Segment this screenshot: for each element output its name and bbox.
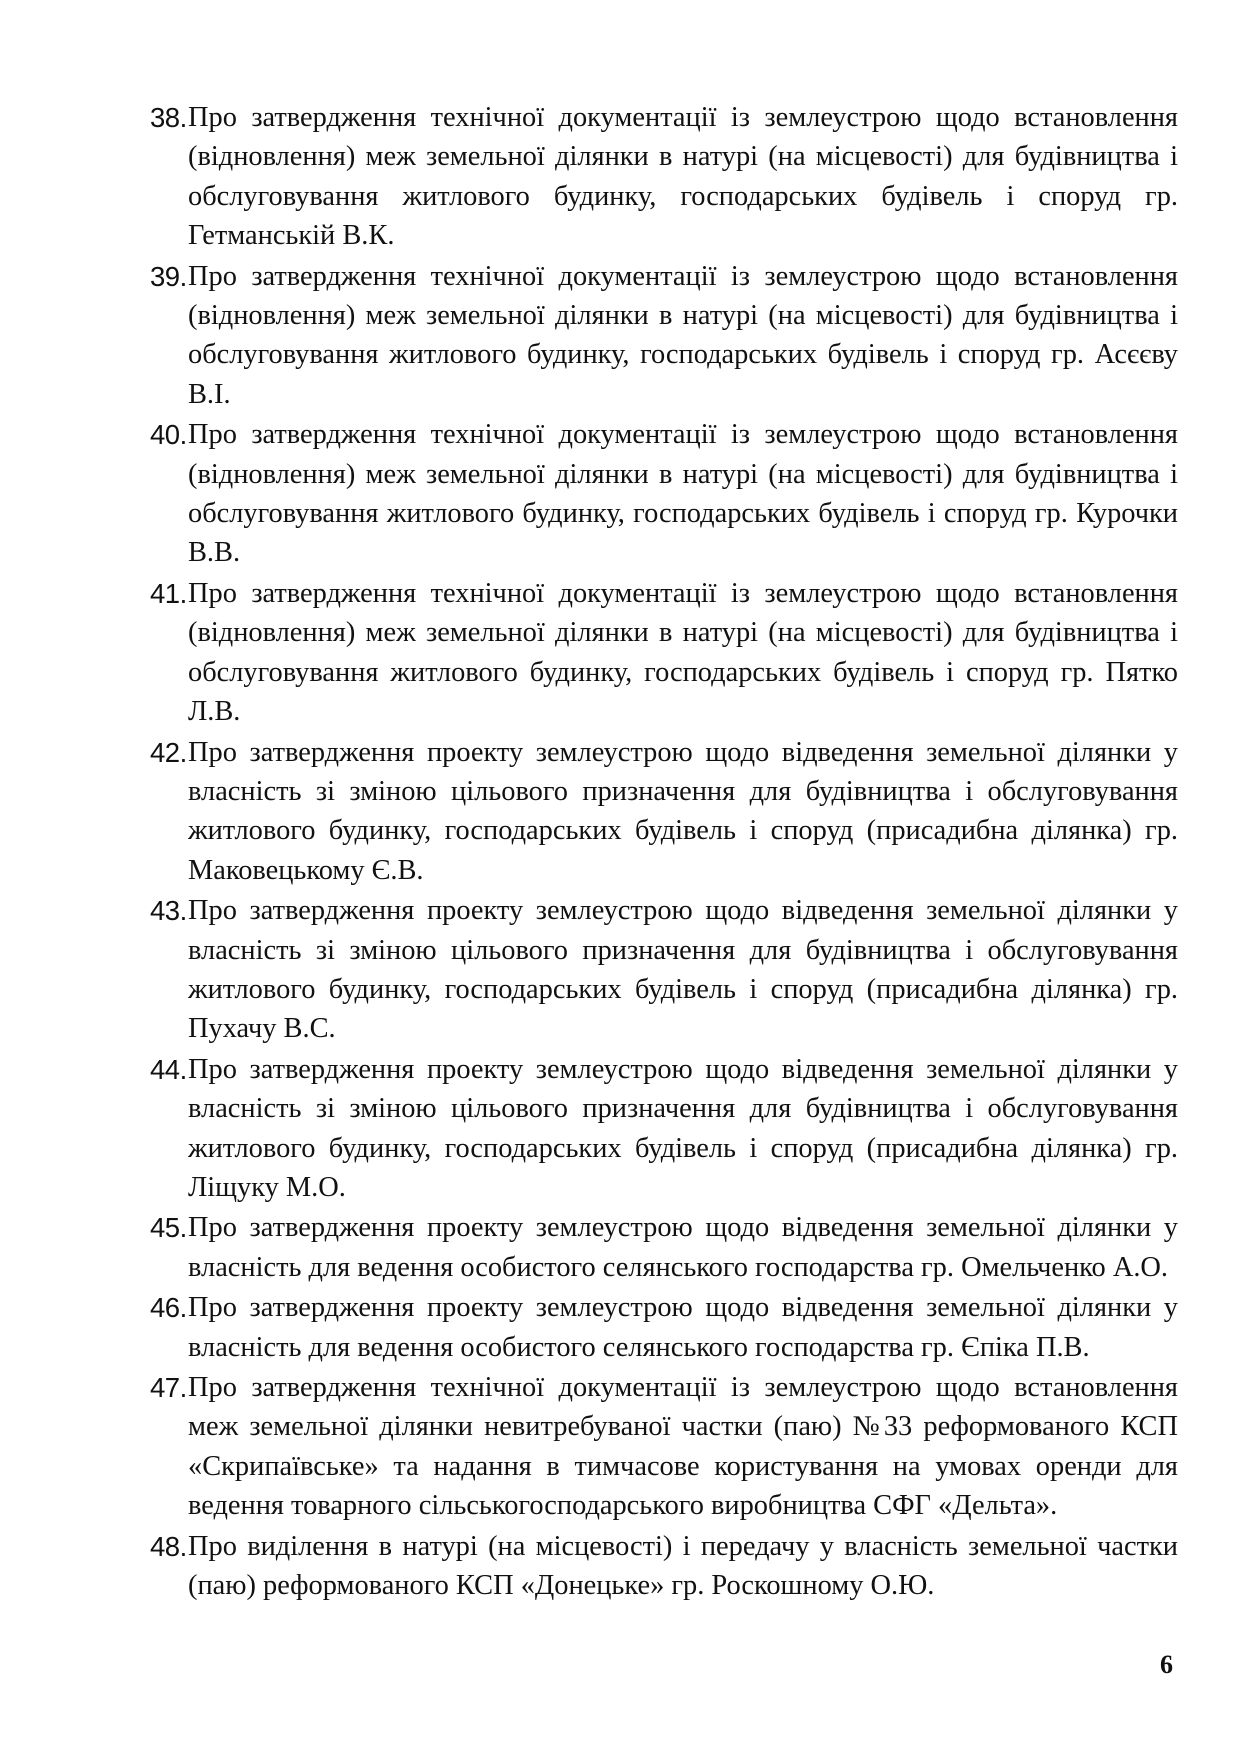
item-text: Про затвердження технічної документації із землеустрою щодо встановлення (відновлення) меж земельної ділянки в натурі (на місцевості) для будівництва і обслуговування житлового будинку, господарських будівель і споруд гр. Пятко Л.В.	[188, 577, 1178, 728]
item-number: 40.	[150, 419, 187, 451]
item-number: 38.	[150, 102, 187, 133]
item-text: Про затвердження проекту землеустрою щодо відведення земельної ділянки у власність зі зміною цільового призначення для будівництва і обслуговування житлового будинку, господарських будівель і споруд (присадибна ділянка) гр. Пухачу В.С.	[188, 895, 1178, 1045]
agenda-item	[150, 1527, 1178, 1606]
agenda-item	[150, 1208, 1178, 1287]
agenda-list	[150, 98, 1178, 1606]
agenda-item	[150, 415, 1178, 573]
agenda-item	[150, 1368, 1178, 1526]
item-text: Про затвердження проекту землеустрою щодо відведення земельної ділянки у власність для ведення особистого селянського господарства гр. Омельченко А.О.	[188, 1212, 1178, 1283]
item-number: 41.	[150, 577, 187, 609]
agenda-item	[150, 98, 1178, 256]
item-number: 48.	[150, 1530, 187, 1562]
page-number: 6	[1160, 1650, 1173, 1679]
item-text: Про затвердження технічної документації із землеустрою щодо встановлення меж земельної ділянки невитребуваної частки (паю) №33 реформованого КСП «Скрипаївське» та надання в тимчасове користування на умовах оренди для ведення товарного сільськогосподарського виробництва СФГ «Дельта».	[188, 1372, 1178, 1522]
item-text: Про затвердження проекту землеустрою щодо відведення земельної ділянки у власність зі зміною цільового призначення для будівництва і обслуговування житлового будинку, господарських будівель і споруд (присадибна ділянка) гр. Маковецькому Є.В.	[188, 736, 1178, 886]
agenda-item	[150, 1288, 1178, 1367]
item-number: 47.	[150, 1372, 187, 1403]
item-text: Про затвердження технічної документації із землеустрою щодо встановлення (відновлення) меж земельної ділянки в натурі (на місцевості) для будівництва і обслуговування житлового будинку, господарських будівель і споруд гр. Курочки В.В.	[188, 419, 1178, 569]
item-number: 42.	[150, 736, 187, 768]
agenda-item	[150, 1050, 1178, 1208]
item-text: Про виділення в натурі (на місцевості) і передачу у власність земельної частки (паю) реформованого КСП «Донецьке» гр. Роскошному О.Ю.	[188, 1530, 1178, 1602]
agenda-item	[150, 733, 1178, 891]
item-text: Про затвердження технічної документації із землеустрою щодо встановлення (відновлення) меж земельної ділянки в натурі (на місцевості) для будівництва і обслуговування житлового будинку, господарських будівель і споруд гр. Асєєву В.І.	[188, 260, 1178, 410]
item-number: 45.	[150, 1212, 187, 1244]
item-number: 43.	[150, 895, 187, 927]
agenda-item	[150, 257, 1178, 415]
item-text: Про затвердження технічної документації із землеустрою щодо встановлення (відновлення) меж земельної ділянки в натурі (на місцевості) для будівництва і обслуговування житлового будинку, господарських будівель і споруд гр. Гетманській В.К.	[188, 102, 1178, 252]
item-number: 39.	[150, 260, 187, 292]
item-text: Про затвердження проекту землеустрою щодо відведення земельної ділянки у власність зі зміною цільового призначення для будівництва і обслуговування житлового будинку, господарських будівель і споруд (присадибна ділянка) гр. Ліщуку М.О.	[188, 1053, 1178, 1203]
item-text: Про затвердження проекту землеустрою щодо відведення земельної ділянки у власність для ведення особистого селянського господарства гр. Єпіка П.В.	[188, 1292, 1178, 1363]
agenda-item	[150, 574, 1178, 732]
item-number: 46.	[150, 1292, 187, 1324]
item-number: 44.	[150, 1053, 187, 1085]
agenda-item	[150, 891, 1178, 1049]
